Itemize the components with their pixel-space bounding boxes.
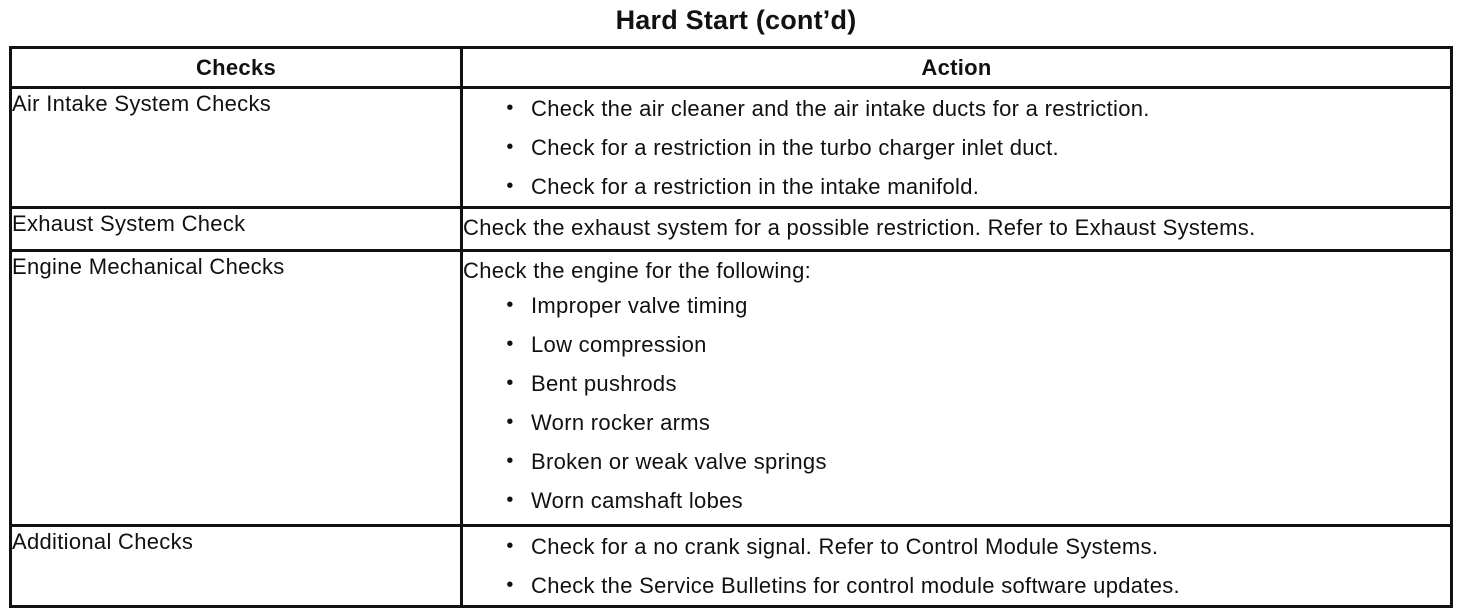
list-item [501, 128, 1450, 167]
column-header-action: Action [462, 48, 1452, 88]
check-cell-additional: Additional Checks [11, 526, 462, 607]
bullet-icon: • [506, 489, 514, 511]
list-item [501, 527, 1450, 566]
action-cell-air-intake [462, 88, 1452, 208]
list-item [501, 286, 1450, 325]
bullet-list [463, 89, 1450, 206]
action-cell-engine-mechanical [462, 251, 1452, 526]
list-item-text: Check for a restriction in the intake manifold. [531, 174, 980, 199]
list-item [501, 481, 1450, 520]
table-header-row [11, 48, 1452, 88]
action-cell-additional [462, 526, 1452, 607]
list-item-text: Low compression [531, 332, 707, 357]
list-item-text: Bent pushrods [531, 371, 677, 396]
table-row [11, 251, 1452, 526]
bullet-list [463, 527, 1450, 605]
bullet-icon: • [506, 535, 514, 557]
bullet-icon: • [506, 175, 514, 197]
check-cell-exhaust: Exhaust System Check [11, 208, 462, 251]
action-cell-exhaust [462, 208, 1452, 251]
action-intro-text: Check the engine for the following: [463, 258, 812, 283]
action-text: Check the exhaust system for a possible restriction. Refer to Exhaust Systems. [463, 215, 1256, 240]
list-item [501, 167, 1450, 206]
bullet-icon: • [506, 136, 514, 158]
list-item-text: Worn camshaft lobes [531, 488, 743, 513]
check-cell-engine-mechanical: Engine Mechanical Checks [11, 251, 462, 526]
list-item-text: Check for a restriction in the turbo charger inlet duct. [531, 135, 1059, 160]
column-header-checks: Checks [11, 48, 462, 88]
list-item [501, 403, 1450, 442]
bullet-icon: • [506, 411, 514, 433]
list-item [501, 442, 1450, 481]
diagnostic-table [9, 46, 1453, 608]
table-row [11, 208, 1452, 251]
table-row [11, 526, 1452, 607]
list-item-text: Improper valve timing [531, 293, 748, 318]
list-item-text: Check the Service Bulletins for control module software updates. [531, 573, 1180, 598]
list-item [501, 325, 1450, 364]
bullet-icon: • [506, 333, 514, 355]
table-row [11, 88, 1452, 208]
list-item [501, 364, 1450, 403]
page-title: Hard Start (cont’d) [615, 5, 857, 35]
list-item-text: Worn rocker arms [531, 410, 711, 435]
list-item-text: Check for a no crank signal. Refer to Control Module Systems. [531, 534, 1159, 559]
bullet-icon: • [506, 372, 514, 394]
bullet-icon: • [506, 574, 514, 596]
list-item-text: Check the air cleaner and the air intake ducts for a restriction. [531, 96, 1150, 121]
bullet-icon: • [506, 294, 514, 316]
bullet-list [463, 286, 1450, 520]
list-item-text: Broken or weak valve springs [531, 449, 827, 474]
check-cell-air-intake: Air Intake System Checks [11, 88, 462, 208]
list-item [501, 89, 1450, 128]
list-item [501, 566, 1450, 605]
bullet-icon: • [506, 97, 514, 119]
bullet-icon: • [506, 450, 514, 472]
